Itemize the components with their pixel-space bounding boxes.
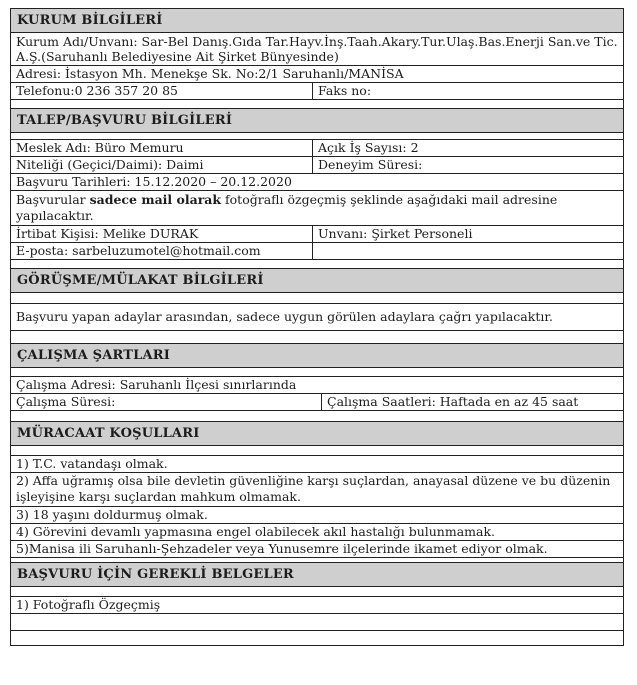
irtibat-unvani: Unvanı: Şirket Personeli xyxy=(318,226,473,241)
kurum-telefon-row xyxy=(11,83,623,100)
basvuru-sekli xyxy=(11,191,623,225)
spacer xyxy=(11,331,623,344)
section-header-talep: TALEP/BAŞVURU BİLGİLERİ xyxy=(11,109,623,133)
kurum-adi: Kurum Adı/Unvanı: Sar-Bel Danış.Gıda Tar.Hayv.İnş.Taah.Akary.Tur.Ulaş.Bas.Enerji San.ve Tic. A.Ş.(Saruhanlı Belediyesine Ait Şirket Bünyesinde) xyxy=(16,34,618,64)
muracaat-item-text: 1) T.C. vatandaşı olmak. xyxy=(16,456,168,471)
gorusme-text: Başvuru yapan adaylar arasından, sadece uygun görülen adaylara çağrı yapılacaktır. xyxy=(16,309,553,324)
belge-empty-row xyxy=(11,631,623,645)
spacer xyxy=(11,368,623,377)
spacer xyxy=(11,293,623,304)
basvuru-sekli-row xyxy=(11,191,623,226)
basvuru-text-post: fotoğraflı özgeçmiş şeklinde aşağıdaki mail adresine yapılacaktır. xyxy=(16,192,558,223)
nitelik-row xyxy=(11,157,623,174)
spacer xyxy=(11,133,623,140)
kurum-adres-row xyxy=(11,66,623,83)
belge-item-text: 1) Fotoğraflı Özgeçmiş xyxy=(16,597,161,612)
muracaat-item-text: 2) Affa uğramış olsa bile devletin güvenliğine karşı suçlardan, anayasal düzene ve bu düzenin işleyişine karşı suçlardan mahkum olmamak. xyxy=(16,473,611,504)
kurum-telefon: Telefonu:0 236 357 20 85 xyxy=(11,83,313,99)
irtibat-kisisi: İrtibat Kişisi: Melike DURAK xyxy=(11,226,313,242)
muracaat-item-text: 5)Manisa ili Saruhanlı-Şehzadeler veya Yunusemre ilçelerinde ikamet ediyor olmak. xyxy=(16,541,548,556)
job-posting-form xyxy=(10,8,624,646)
spacer xyxy=(11,100,623,109)
spacer xyxy=(11,260,623,269)
calisma-suresi: Çalışma Süresi: xyxy=(11,394,322,410)
calisma-sure-row xyxy=(11,394,623,411)
section-header-kurum: KURUM BİLGİLERİ xyxy=(11,9,623,33)
calisma-saatleri: Çalışma Saatleri: Haftada en az 45 saat xyxy=(327,394,579,409)
basvuru-text-bold: sadece mail olarak xyxy=(89,192,222,207)
section-header-calisma: ÇALIŞMA ŞARTLARI xyxy=(11,344,623,368)
kurum-adres: Adresi: İstasyon Mh. Menekşe Sk. No:2/1 Saruhanlı/MANİSA xyxy=(16,66,404,81)
calisma-adresi: Çalışma Adresi: Saruhanlı İlçesi sınırlarında xyxy=(16,377,297,392)
spacer xyxy=(11,446,623,456)
belge-item xyxy=(11,597,623,614)
section-header-muracaat: MÜRACAAT KOŞULLARI xyxy=(11,422,623,446)
meslek-adi: Meslek Adı: Büro Memuru xyxy=(11,140,313,156)
basvuru-text-pre: Başvurular xyxy=(16,192,90,207)
acik-is-sayisi: Açık İş Sayısı: 2 xyxy=(318,140,419,155)
muracaat-item xyxy=(11,524,623,541)
muracaat-item xyxy=(11,456,623,473)
section-header-gorusme: GÖRÜŞME/MÜLAKAT BİLGİLERİ xyxy=(11,269,623,293)
deneyim-suresi: Deneyim Süresi: xyxy=(318,157,423,172)
muracaat-item-text: 4) Görevini devamlı yapmasına engel olabilecek akıl hastalığı bulunmamak. xyxy=(16,524,496,539)
muracaat-item xyxy=(11,541,623,558)
kurum-faks: Faks no: xyxy=(318,83,372,98)
spacer xyxy=(11,587,623,597)
tarih-row xyxy=(11,174,623,191)
muracaat-item-text: 3) 18 yaşını doldurmuş olmak. xyxy=(16,507,208,522)
eposta-row xyxy=(11,243,623,260)
irtibat-row xyxy=(11,226,623,243)
meslek-row xyxy=(11,140,623,157)
muracaat-item xyxy=(11,507,623,524)
muracaat-item xyxy=(11,473,623,507)
gorusme-row xyxy=(11,304,623,331)
kurum-adi-row xyxy=(11,33,623,66)
belge-empty-row xyxy=(11,614,623,631)
niteligi: Niteliği (Geçici/Daimi): Daimi xyxy=(11,157,313,173)
spacer xyxy=(11,411,623,422)
basvuru-tarihleri: Başvuru Tarihleri: 15.12.2020 – 20.12.2020 xyxy=(16,174,292,189)
calisma-adres-row xyxy=(11,377,623,394)
empty-cell xyxy=(313,243,623,259)
section-header-belgeler: BAŞVURU İÇİN GEREKLİ BELGELER xyxy=(11,563,623,587)
eposta: E-posta: sarbeluzumotel@hotmail.com xyxy=(11,243,313,259)
